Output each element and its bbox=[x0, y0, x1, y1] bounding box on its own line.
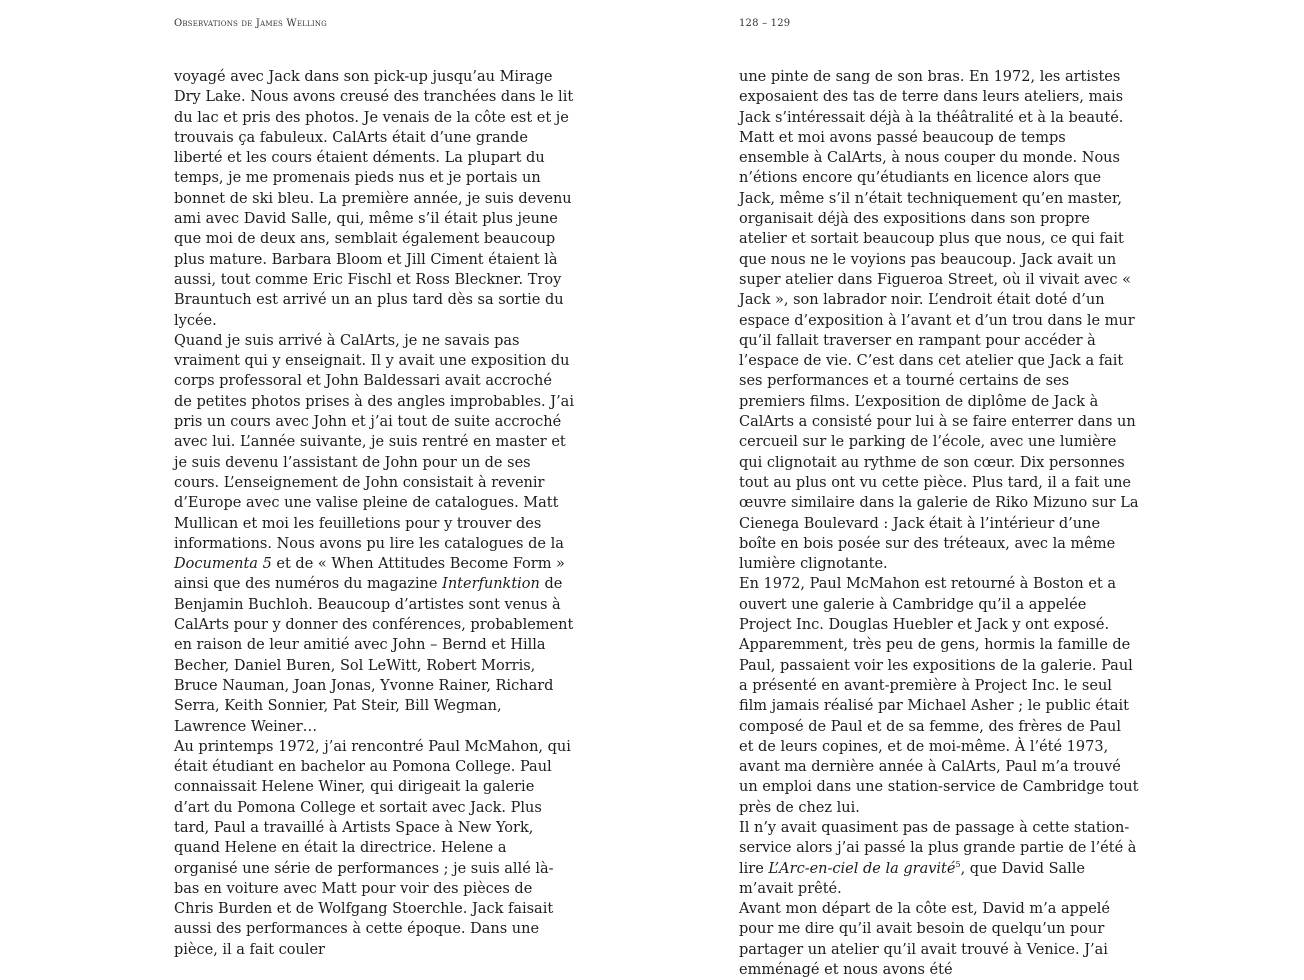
paragraph bbox=[739, 67, 1139, 128]
text-run: Avant mon départ de la côte est, David m’a appelé pour me dire qu’il avait besoin de quelqu’un pour partager un atelier qu’il avait trouvé à Venice. J’ai emménagé et nous avons été bbox=[739, 901, 1110, 979]
text-run: Matt et moi avons passé beaucoup de temps ensemble à CalArts, à nous couper du monde. Nous n’étions encore qu’étudiants en licence alors que Jack, même s’il n’était techniquement qu’en master, organisait déjà des expositions dans son propre atelier et sortait beaucoup plus que nous, ce qui fait que nous ne le voyions pas beaucoup. Jack avait un super atelier dans Figueroa Street, où il vivait avec « Jack », son labrador noir. L’endroit était doté d’un espace d’exposition à l’avant et d’un trou dans le mur qu’il fallait traverser en rampant pour accéder à l’espace de vie. C’est dans cet atelier que Jack a fait ses performances et a tourné certains de ses premiers films. L’exposition de diplôme de Jack à CalArts a consisté pour lui à se faire enterrer dans un cercueil sur le parking de l’école, avec une lumière qui clignotait au rythme de son cœur. Dix personnes tout au plus ont vu cette pièce. Plus tard, il a fait une œuvre similaire dans la galerie de Riko Mizuno sur La Cienega Boulevard : Jack était à l’intérieur d’une boîte en bois posée sur des tréteaux, avec la même lumière clignotante. bbox=[739, 129, 1139, 573]
text-run: une pinte de sang de son bras. En 1972, les artistes exposaient des tas de terre dans leurs ateliers, mais Jack s’intéressait déjà à la théâtralité et à la beauté. bbox=[739, 69, 1124, 126]
text-run: En 1972, Paul McMahon est retourné à Boston et a ouvert une galerie à Cambridge qu’il a appelée Project Inc. Douglas Huebler et Jack y ont exposé. Apparemment, très peu de gens, hormis la famille de Paul, passaient voir les expositions de la galerie. Paul a présenté en avant-première à Project Inc. le seul film jamais réalisé par Michael Asher ; le public était composé de Paul et de sa femme, des frères de Paul et de leurs copines, et de moi-même. À l’été 1973, avant ma dernière année à CalArts, Paul m’a trouvé un emploi dans une station-service de Cambridge tout près de chez lui. bbox=[739, 576, 1139, 816]
paragraph bbox=[739, 128, 1139, 575]
text-run: de Benjamin Buchloh. Beaucoup d’artistes sont venus à CalArts pour y donner des conférences, probablement en raison de leur amitié avec John – Bernd et Hilla Becher, Daniel Buren, Sol LeWitt, Robert Morris, Bruce Nauman, Joan Jonas, Yvonne Rainer, Richard Serra, Keith Sonnier, Pat Steir, Bill Wegman, Lawrence Weiner… bbox=[174, 576, 574, 735]
running-head-title: Observations de James Welling bbox=[174, 18, 327, 29]
paragraph bbox=[739, 574, 1139, 818]
text-run: voyagé avec Jack dans son pick-up jusqu’au Mirage Dry Lake. Nous avons creusé des tranchées dans le lit du lac et pris des photos. Je venais de la côte est et je trouvais ça fabuleux. CalArts était d’une grande liberté et les cours étaient déments. La plupart du temps, je me promenais pieds nus et je portais un bonnet de ski bleu. La première année, je suis devenu ami avec David Salle, qui, même s’il était plus jeune que moi de deux ans, semblait également beaucoup plus mature. Barbara Bloom et Jill Ciment étaient là aussi, tout comme Eric Fischl et Ross Bleckner. Troy Brauntuch est arrivé un an plus tard dès sa sortie du lycée. bbox=[174, 69, 574, 329]
text-run: Quand je suis arrivé à CalArts, je ne savais pas vraiment qui y enseignait. Il y avait une exposition du corps professoral et John Baldessari avait accroché de petites photos prises à des angles improbables. J’ai pris un cours avec John et j’ai tout de suite accroché avec lui. L’année suivante, je suis rentré en master et je suis devenu l’assistant de John pour un de ses cours. L’enseignement de John consistait à revenir d’Europe avec une valise pleine de catalogues. Matt Mullican et moi les feuilletions pour y trouver des informations. Nous avons pu lire les catalogues de la bbox=[174, 332, 574, 552]
paragraph bbox=[174, 737, 574, 960]
text-run: , que David Salle m’avait prêté. bbox=[739, 860, 1086, 897]
left-page-text bbox=[174, 67, 574, 960]
text-run: Au printemps 1972, j’ai rencontré Paul McMahon, qui était étudiant en bachelor au Pomona College. Paul connaissait Helene Winer, qui dirigeait la galerie d’art du Pomona College et sortait avec Jack. Plus tard, Paul a travaillé à Artists Space à New York, quand Helene en était la directrice. Helene a organisé une série de performances ; je suis allé là-bas en voiture avec Matt pour voir des pièces de Chris Burden et de Wolfgang Stoerchle. Jack faisait aussi des performances à cette époque. Dans une pièce, il a fait couler bbox=[174, 738, 571, 958]
paragraph bbox=[739, 818, 1139, 899]
text-run: et de « When Attitudes Become Form » ainsi que des numéros du magazine bbox=[174, 556, 565, 593]
italic-title: Interfunktion bbox=[442, 576, 540, 593]
paragraph bbox=[739, 899, 1139, 980]
paragraph bbox=[174, 67, 574, 331]
text-run: Il n’y avait quasiment pas de passage à cette station-service alors j’ai passé la plus grande partie de l’été à lire bbox=[739, 819, 1137, 877]
italic-title: Documenta 5 bbox=[174, 556, 272, 573]
right-page-text bbox=[739, 67, 1139, 980]
paragraph bbox=[174, 331, 574, 737]
page-numbers: 128 – 129 bbox=[739, 18, 791, 29]
footnote-marker: 5 bbox=[955, 859, 961, 869]
italic-title: L’Arc-en-ciel de la gravité bbox=[768, 860, 956, 877]
